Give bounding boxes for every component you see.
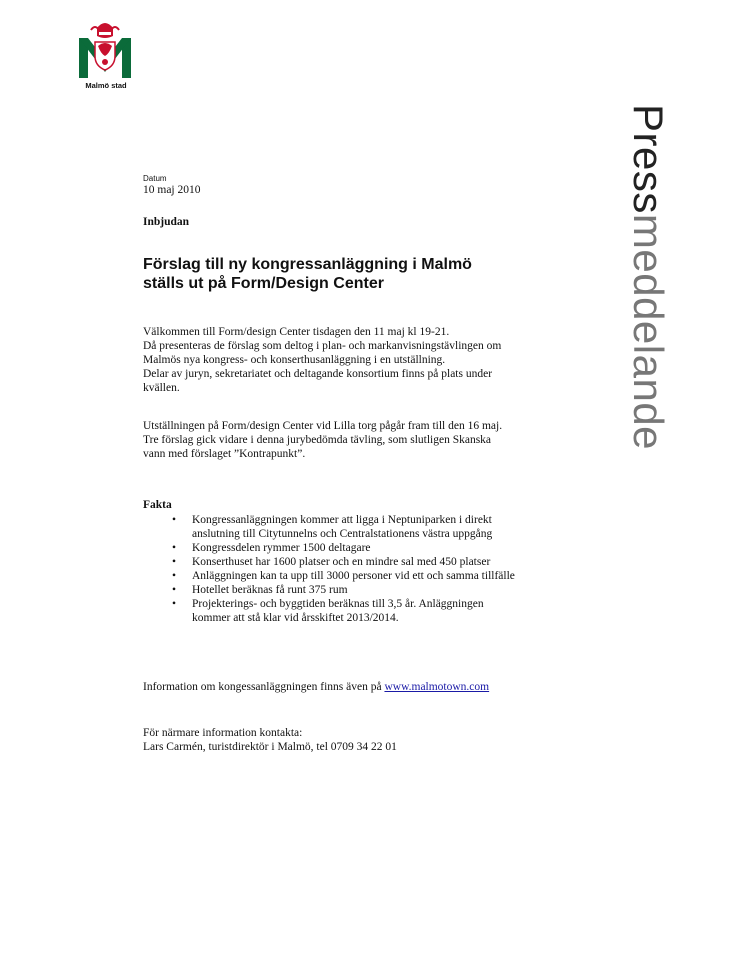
contact-line-1: För närmare information kontakta:: [143, 727, 303, 739]
press-release-side-title: [626, 104, 670, 450]
fakta-heading: Fakta: [143, 499, 172, 511]
fakta-item-line: Konserthuset har 1600 platser och en mindre sal med 450 platser: [192, 556, 491, 568]
fakta-item-line: Kongressanläggningen kommer att ligga i Neptuniparken i direkt: [192, 514, 492, 526]
info-paragraph: [143, 680, 583, 694]
headline-line-1: Förslag till ny kongressanläggning i Malmö: [143, 256, 472, 273]
exhibition-paragraph: [143, 419, 583, 461]
fakta-item: [172, 569, 652, 583]
side-title-light: meddelande: [625, 213, 672, 451]
bullet-icon: •: [172, 542, 177, 554]
fakta-item-line: Kongressdelen rymmer 1500 deltagare: [192, 542, 371, 554]
intro-line: Då presenteras de förslag som deltog i plan- och markanvisningstävlingen om: [143, 340, 502, 352]
intro-line: Malmös nya kongress- och konserthusanläggning i en utställning.: [143, 354, 446, 366]
bullet-icon: •: [172, 570, 177, 582]
fakta-item: [172, 513, 652, 541]
intro-line: Välkommen till Form/design Center tisdagen den 11 maj kl 19-21.: [143, 326, 450, 338]
exhibition-line: Utställningen på Form/design Center vid Lilla torg pågår fram till den 16 maj.: [143, 420, 503, 432]
malmo-stad-logo: [79, 20, 131, 90]
bullet-icon: •: [172, 556, 177, 568]
bullet-icon: •: [172, 514, 177, 526]
logo-caption: Malmö stad: [85, 81, 127, 90]
contact-paragraph: [143, 726, 583, 754]
side-title-dark: Press: [625, 104, 672, 214]
exhibition-line: Tre förslag gick vidare i denna jurybedömda tävling, som slutligen Skanska: [143, 434, 492, 446]
headline: [143, 255, 543, 293]
fakta-list: [143, 513, 652, 625]
fakta-item-line: Hotellet beräknas få runt 375 rum: [192, 584, 348, 596]
fakta-item: [172, 541, 652, 555]
date-label: Datum: [143, 174, 167, 183]
bullet-icon: •: [172, 598, 177, 610]
fakta-item: [172, 583, 652, 597]
bullet-icon: •: [172, 584, 177, 596]
contact-line-2: Lars Carmén, turistdirektör i Malmö, tel 0709 34 22 01: [143, 741, 397, 753]
fakta-item-line: anslutning till Citytunnelns och Centralstationens västra uppgång: [192, 528, 493, 540]
fakta-item-line: Anläggningen kan ta upp till 3000 personer vid ett och samma tillfälle: [192, 570, 515, 582]
date-value: 10 maj 2010: [143, 184, 201, 196]
info-text: Information om kongessanläggningen finns även på: [143, 681, 385, 693]
fakta-item-line: Projekterings- och byggtiden beräknas till 3,5 år. Anläggningen: [192, 598, 484, 610]
headline-line-2: ställs ut på Form/Design Center: [143, 275, 384, 292]
intro-line: kvällen.: [143, 382, 180, 394]
exhibition-line: vann med förslaget ”Kontrapunkt”.: [143, 448, 306, 460]
fakta-item: [172, 555, 652, 569]
document-kind: Inbjudan: [143, 216, 190, 228]
fakta-item: [172, 597, 652, 625]
intro-line: Delar av juryn, sekretariatet och deltagande konsortium finns på plats under: [143, 368, 493, 380]
fakta-item-line: kommer att stå klar vid årsskiftet 2013/2014.: [192, 612, 399, 624]
malmotown-link[interactable]: www.malmotown.com: [384, 681, 490, 693]
intro-paragraph: [143, 325, 583, 395]
malmo-coat-of-arms-icon: [79, 20, 131, 78]
